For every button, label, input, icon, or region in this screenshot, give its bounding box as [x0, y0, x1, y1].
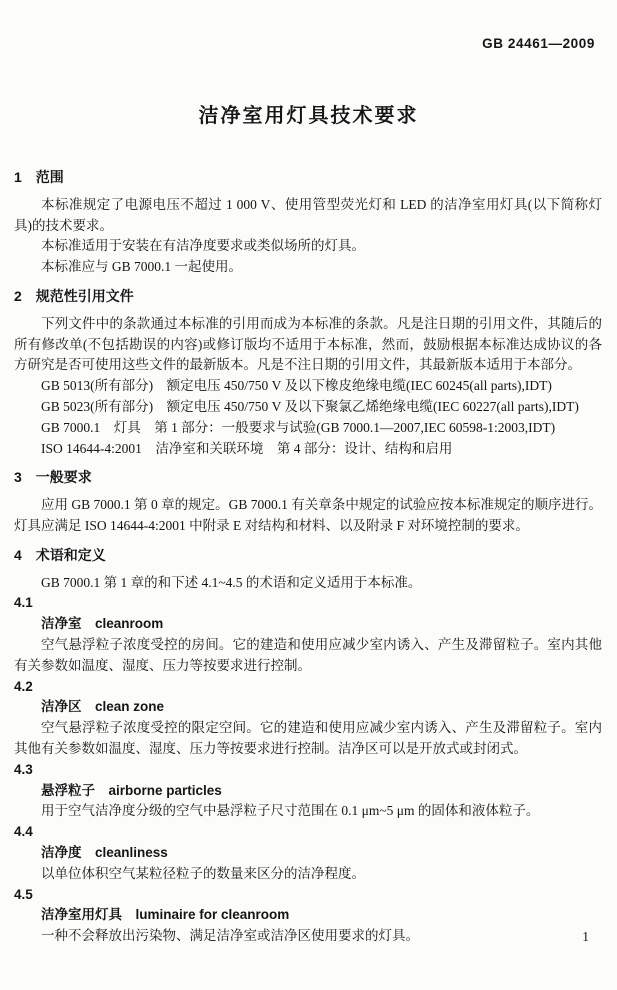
paragraph: 空气悬浮粒子浓度受控的房间。它的建造和使用应减少室内诱入、产生及滞留粒子。室内其他有关参数如温度、湿度、压力等按要求进行控制。: [14, 636, 602, 673]
term-heading: 洁净度 cleanliness: [41, 844, 168, 860]
paragraph: 本标准适用于安装在有洁净度要求或类似场所的灯具。: [41, 238, 365, 254]
document-title: 洁净室用灯具技术要求: [198, 105, 419, 127]
paragraph: 用于空气洁净度分级的空气中悬浮粒子尺寸范围在 0.1 μm~5 μm 的固体和液体粒子。: [41, 803, 540, 819]
subclause-number: 4.5: [14, 886, 33, 902]
subclause-number: 4.1: [14, 595, 33, 611]
clause-heading: 2 规范性引用文件: [14, 287, 134, 304]
paragraph: GB 7000.1 第 1 章的和下述 4.1~4.5 的术语和定义适用于本标准。: [41, 574, 422, 590]
reference-item: ISO 14644-4:2001 洁净室和关联环境 第 4 部分：设计、结构和启用: [41, 440, 453, 456]
clause-heading: 3 一般要求: [14, 469, 92, 486]
paragraph: 应用 GB 7000.1 第 0 章的规定。GB 7000.1 有关章条中规定的试验应按本标准规定的顺序进行。灯具应满足 ISO 14644-4:2001 中附录 E 对结构和材料、以及附录 F 对环境控制的要求。: [14, 497, 602, 533]
standard-code: GB 24461—2009: [482, 36, 595, 51]
paragraph: 以单位体积空气某粒径粒子的数量来区分的洁净程度。: [41, 865, 365, 881]
page-number: 1: [582, 929, 589, 944]
term-heading: 悬浮粒子 airborne particles: [41, 782, 222, 798]
reference-item: GB 5023(所有部分) 额定电压 450/750 V 及以下聚氯乙烯绝缘电缆(IEC 60227(all parts),IDT): [41, 398, 579, 414]
document-body: [14, 159, 602, 947]
reference-item: GB 7000.1 灯具 第 1 部分：一般要求与试验(GB 7000.1—2007,IEC 60598-1:2003,IDT): [41, 419, 556, 435]
subclause-number: 4.3: [14, 761, 33, 777]
clause-heading: 1 范围: [14, 169, 64, 185]
term-heading: 洁净室用灯具 luminaire for cleanroom: [41, 907, 290, 923]
paragraph: 下列文件中的条款通过本标准的引用而成为本标准的条款。凡是注日期的引用文件，其随后的所有修改单(不包括勘误的内容)或修订版均不适用于本标准，然而，鼓励根据本标准达成协议的各方研究是否可使用这些文件的最新版本。凡是不注日期的引用文件，其最新版本适用于本部分。: [14, 315, 602, 373]
term-heading: 洁净区 clean zone: [41, 699, 165, 715]
term-heading: 洁净室 cleanroom: [41, 616, 164, 632]
clause-heading: 4 术语和定义: [14, 546, 106, 563]
reference-item: GB 5013(所有部分) 额定电压 450/750 V 及以下橡皮绝缘电缆(IEC 60245(all parts),IDT): [41, 378, 552, 394]
paragraph: 空气悬浮粒子浓度受控的限定空间。它的建造和使用应减少室内诱入、产生及滞留粒子。室内其他有关参数如温度、湿度、压力等按要求进行控制。洁净区可以是开放式或封闭式。: [14, 720, 602, 756]
subclause-number: 4.2: [14, 678, 33, 694]
paragraph: 本标准应与 GB 7000.1 一起使用。: [41, 259, 243, 275]
paragraph: 本标准规定了电源电压不超过 1 000 V、使用管型荧光灯和 LED 的洁净室用灯具(以下简称灯具)的技术要求。: [14, 196, 602, 233]
subclause-number: 4.4: [14, 824, 33, 840]
paragraph: 一种不会释放出污染物、满足洁净室或洁净区使用要求的灯具。: [41, 928, 419, 944]
